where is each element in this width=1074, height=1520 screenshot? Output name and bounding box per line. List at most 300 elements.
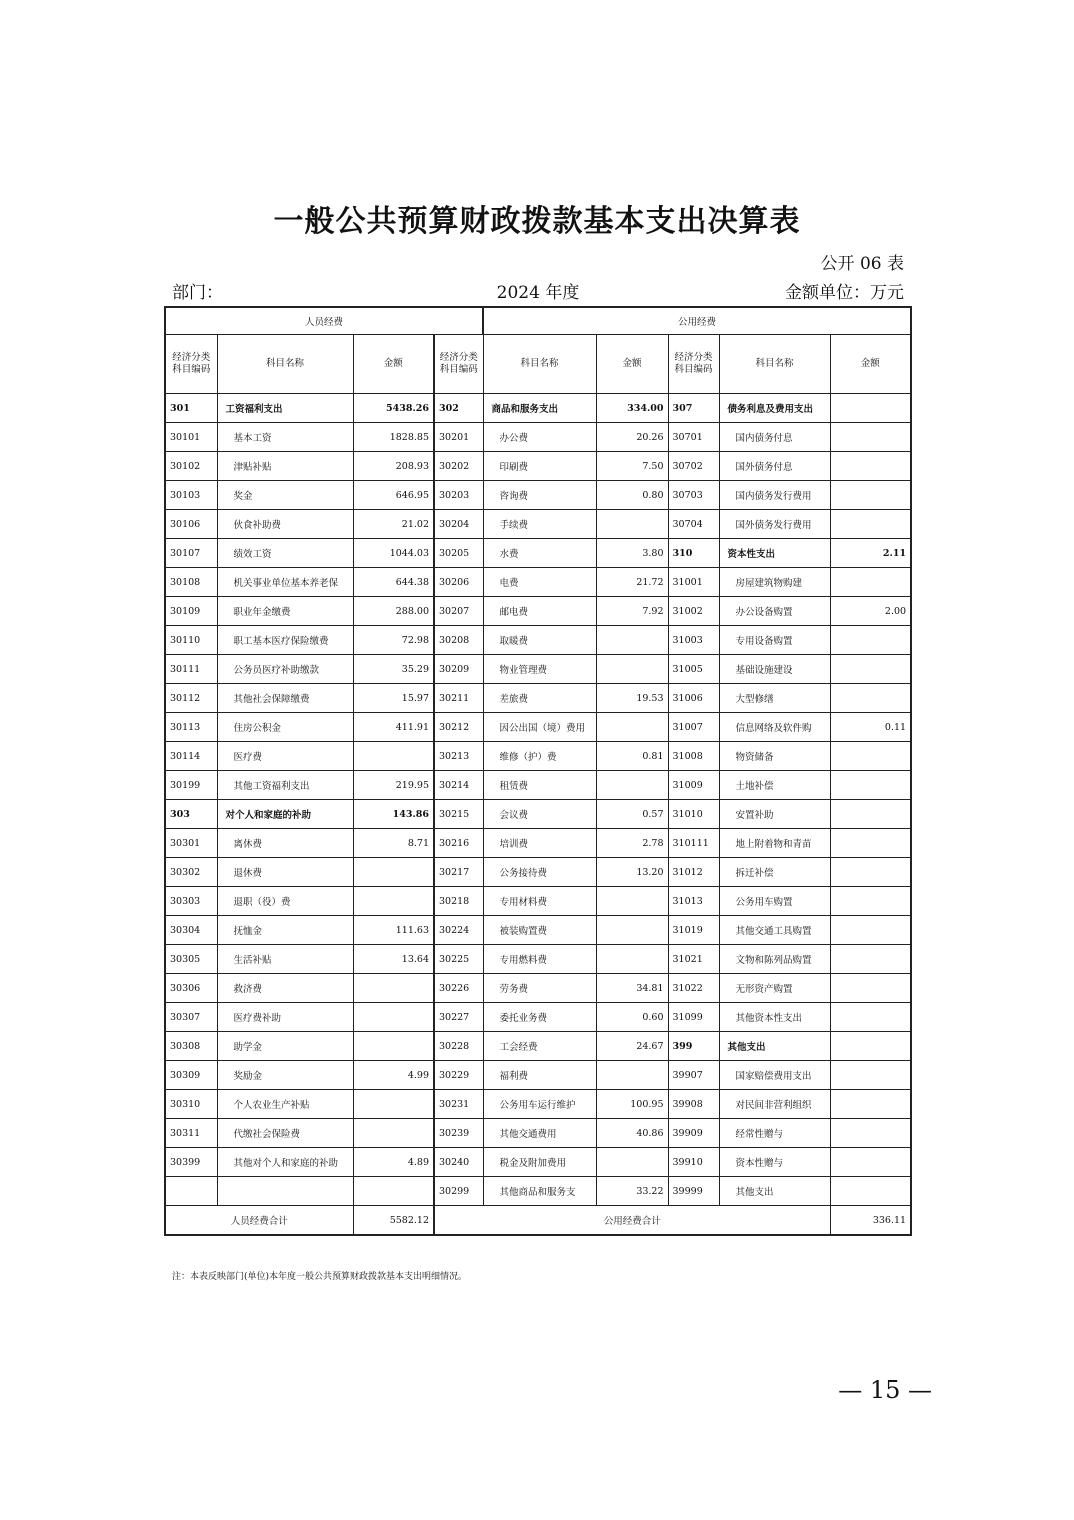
item-amount: 143.86 xyxy=(353,800,434,829)
item-code: 30310 xyxy=(165,1090,217,1119)
table-row xyxy=(165,423,911,452)
personnel-total-amount: 5582.12 xyxy=(353,1206,434,1236)
item-name: 公务用车购置 xyxy=(719,887,830,916)
item-amount: 4.89 xyxy=(353,1148,434,1177)
item-name: 国内债务付息 xyxy=(719,423,830,452)
col-amount-c: 金额 xyxy=(830,335,911,394)
item-amount xyxy=(353,858,434,887)
item-amount: 13.64 xyxy=(353,945,434,974)
item-code: 30206 xyxy=(434,568,483,597)
item-amount xyxy=(830,1177,911,1206)
item-code: 30216 xyxy=(434,829,483,858)
table-row xyxy=(165,684,911,713)
item-code: 30701 xyxy=(668,423,719,452)
item-name xyxy=(217,1177,353,1206)
item-code: 30199 xyxy=(165,771,217,800)
item-code: 31019 xyxy=(668,916,719,945)
item-name: 公务用车运行维护 xyxy=(483,1090,596,1119)
item-amount: 3.80 xyxy=(596,539,668,568)
item-name: 对个人和家庭的补助 xyxy=(217,800,353,829)
fiscal-year: 2024 年度 xyxy=(496,283,580,303)
item-code: 30202 xyxy=(434,452,483,481)
totals-row xyxy=(165,1206,911,1236)
item-name: 机关事业单位基本养老保 xyxy=(217,568,353,597)
item-code xyxy=(165,1177,217,1206)
item-code: 30201 xyxy=(434,423,483,452)
item-amount xyxy=(596,771,668,800)
item-amount: 111.63 xyxy=(353,916,434,945)
item-code: 31006 xyxy=(668,684,719,713)
item-name: 对民间非营利组织 xyxy=(719,1090,830,1119)
col-amount-a: 金额 xyxy=(353,335,434,394)
item-name: 税金及附加费用 xyxy=(483,1148,596,1177)
table-row xyxy=(165,1032,911,1061)
item-name: 安置补助 xyxy=(719,800,830,829)
item-amount xyxy=(830,655,911,684)
item-amount: 646.95 xyxy=(353,481,434,510)
item-code: 30209 xyxy=(434,655,483,684)
item-name: 取暖费 xyxy=(483,626,596,655)
item-name: 因公出国（境）费用 xyxy=(483,713,596,742)
item-code: 30301 xyxy=(165,829,217,858)
item-name: 委托业务费 xyxy=(483,1003,596,1032)
item-code: 31003 xyxy=(668,626,719,655)
item-code: 30101 xyxy=(165,423,217,452)
page-title: 一般公共预算财政拨款基本支出决算表 xyxy=(273,204,801,239)
item-name: 房屋建筑物购建 xyxy=(719,568,830,597)
item-code: 30302 xyxy=(165,858,217,887)
table-row xyxy=(165,1148,911,1177)
item-name: 津贴补贴 xyxy=(217,452,353,481)
item-name: 奖金 xyxy=(217,481,353,510)
table-row xyxy=(165,974,911,1003)
item-name: 债务利息及费用支出 xyxy=(719,394,830,423)
item-amount xyxy=(353,974,434,1003)
item-amount xyxy=(830,423,911,452)
item-amount: 72.98 xyxy=(353,626,434,655)
item-amount: 1828.85 xyxy=(353,423,434,452)
item-code: 30226 xyxy=(434,974,483,1003)
item-code: 301 xyxy=(165,394,217,423)
item-amount: 0.81 xyxy=(596,742,668,771)
group-public: 公用经费 xyxy=(483,307,911,335)
item-amount: 334.00 xyxy=(596,394,668,423)
item-code: 30239 xyxy=(434,1119,483,1148)
item-name: 国家赔偿费用支出 xyxy=(719,1061,830,1090)
item-name: 印刷费 xyxy=(483,452,596,481)
item-amount xyxy=(353,742,434,771)
item-name: 土地补偿 xyxy=(719,771,830,800)
item-amount: 21.72 xyxy=(596,568,668,597)
item-amount: 8.71 xyxy=(353,829,434,858)
item-amount xyxy=(830,394,911,423)
item-amount: 13.20 xyxy=(596,858,668,887)
item-name: 办公设备购置 xyxy=(719,597,830,626)
item-amount xyxy=(353,1032,434,1061)
col-name-b: 科目名称 xyxy=(483,335,596,394)
item-code: 30213 xyxy=(434,742,483,771)
item-code: 399 xyxy=(668,1032,719,1061)
item-name: 助学金 xyxy=(217,1032,353,1061)
amount-unit: 金额单位：万元 xyxy=(785,283,904,303)
item-amount: 288.00 xyxy=(353,597,434,626)
item-amount: 100.95 xyxy=(596,1090,668,1119)
item-code: 310 xyxy=(668,539,719,568)
item-amount xyxy=(353,1090,434,1119)
item-code: 30108 xyxy=(165,568,217,597)
item-amount: 208.93 xyxy=(353,452,434,481)
item-code: 30211 xyxy=(434,684,483,713)
item-code: 30702 xyxy=(668,452,719,481)
item-name: 其他支出 xyxy=(719,1177,830,1206)
item-name: 工资福利支出 xyxy=(217,394,353,423)
item-name: 文物和陈列品购置 xyxy=(719,945,830,974)
item-amount xyxy=(830,974,911,1003)
column-header-row xyxy=(165,335,911,394)
item-amount xyxy=(596,713,668,742)
item-amount: 0.11 xyxy=(830,713,911,742)
table-row xyxy=(165,916,911,945)
item-code: 30231 xyxy=(434,1090,483,1119)
col-code-a: 经济分类科目编码 xyxy=(165,335,217,394)
item-name: 工会经费 xyxy=(483,1032,596,1061)
item-code: 30103 xyxy=(165,481,217,510)
table-row xyxy=(165,539,911,568)
table-row xyxy=(165,945,911,974)
item-amount: 34.81 xyxy=(596,974,668,1003)
table-note: 注：本表反映部门(单位)本年度一般公共预算财政拨款基本支出明细情况。 xyxy=(172,1272,468,1282)
item-name: 咨询费 xyxy=(483,481,596,510)
item-name: 物资储备 xyxy=(719,742,830,771)
item-amount: 2.00 xyxy=(830,597,911,626)
item-code: 30703 xyxy=(668,481,719,510)
item-code: 31009 xyxy=(668,771,719,800)
item-amount xyxy=(353,1003,434,1032)
table-row xyxy=(165,1090,911,1119)
item-amount xyxy=(830,742,911,771)
item-code: 30311 xyxy=(165,1119,217,1148)
col-name-a: 科目名称 xyxy=(217,335,353,394)
item-code: 31021 xyxy=(668,945,719,974)
item-code: 30205 xyxy=(434,539,483,568)
item-code: 30111 xyxy=(165,655,217,684)
item-code: 303 xyxy=(165,800,217,829)
page-number: — 15 — xyxy=(838,1376,932,1404)
item-name: 资本性支出 xyxy=(719,539,830,568)
item-code: 30240 xyxy=(434,1148,483,1177)
table-row xyxy=(165,771,911,800)
item-amount xyxy=(596,916,668,945)
item-amount: 20.26 xyxy=(596,423,668,452)
item-code: 31010 xyxy=(668,800,719,829)
group-personnel: 人员经费 xyxy=(165,307,483,335)
item-code: 31022 xyxy=(668,974,719,1003)
item-code: 302 xyxy=(434,394,483,423)
item-amount xyxy=(830,1148,911,1177)
item-name: 其他交通工具购置 xyxy=(719,916,830,945)
col-name-c: 科目名称 xyxy=(719,335,830,394)
item-name: 无形资产购置 xyxy=(719,974,830,1003)
item-code: 31008 xyxy=(668,742,719,771)
table-row xyxy=(165,481,911,510)
item-name: 退休费 xyxy=(217,858,353,887)
item-code: 30207 xyxy=(434,597,483,626)
item-name: 电费 xyxy=(483,568,596,597)
item-amount: 35.29 xyxy=(353,655,434,684)
table-row xyxy=(165,1177,911,1206)
item-code: 30399 xyxy=(165,1148,217,1177)
item-amount xyxy=(830,626,911,655)
item-code: 30309 xyxy=(165,1061,217,1090)
item-name: 国内债务发行费用 xyxy=(719,481,830,510)
item-amount xyxy=(830,1119,911,1148)
item-amount xyxy=(830,1032,911,1061)
item-name: 资本性赠与 xyxy=(719,1148,830,1177)
item-name: 培训费 xyxy=(483,829,596,858)
item-code: 30305 xyxy=(165,945,217,974)
item-code: 30102 xyxy=(165,452,217,481)
item-amount xyxy=(830,1090,911,1119)
item-amount: 21.02 xyxy=(353,510,434,539)
department-label: 部门： xyxy=(172,283,223,303)
item-code: 30704 xyxy=(668,510,719,539)
item-name: 办公费 xyxy=(483,423,596,452)
item-amount xyxy=(353,887,434,916)
item-name: 大型修缮 xyxy=(719,684,830,713)
item-name: 救济费 xyxy=(217,974,353,1003)
item-code: 30204 xyxy=(434,510,483,539)
item-amount: 7.92 xyxy=(596,597,668,626)
item-name: 其他商品和服务支 xyxy=(483,1177,596,1206)
item-amount: 0.57 xyxy=(596,800,668,829)
item-amount xyxy=(830,945,911,974)
item-name: 其他交通费用 xyxy=(483,1119,596,1148)
item-name: 奖励金 xyxy=(217,1061,353,1090)
item-name: 经常性赠与 xyxy=(719,1119,830,1148)
item-name: 差旅费 xyxy=(483,684,596,713)
item-amount xyxy=(353,1177,434,1206)
item-name: 个人农业生产补贴 xyxy=(217,1090,353,1119)
item-code: 30110 xyxy=(165,626,217,655)
item-code: 31001 xyxy=(668,568,719,597)
item-name: 代缴社会保险费 xyxy=(217,1119,353,1148)
table-row xyxy=(165,568,911,597)
item-amount: 24.67 xyxy=(596,1032,668,1061)
item-amount: 5438.26 xyxy=(353,394,434,423)
item-name: 福利费 xyxy=(483,1061,596,1090)
item-name: 物业管理费 xyxy=(483,655,596,684)
item-code: 30307 xyxy=(165,1003,217,1032)
table-row xyxy=(165,452,911,481)
item-code: 30114 xyxy=(165,742,217,771)
item-amount xyxy=(830,829,911,858)
table-row xyxy=(165,1061,911,1090)
table-row xyxy=(165,597,911,626)
item-name: 医疗费 xyxy=(217,742,353,771)
col-code-b: 经济分类科目编码 xyxy=(434,335,483,394)
item-name: 手续费 xyxy=(483,510,596,539)
item-code: 39999 xyxy=(668,1177,719,1206)
form-number: 公开 06 表 xyxy=(820,254,904,274)
item-amount: 33.22 xyxy=(596,1177,668,1206)
personnel-total-label: 人员经费合计 xyxy=(165,1206,353,1236)
item-amount xyxy=(830,1003,911,1032)
item-amount: 7.50 xyxy=(596,452,668,481)
item-amount xyxy=(596,1061,668,1090)
item-amount: 2.11 xyxy=(830,539,911,568)
item-name: 被装购置费 xyxy=(483,916,596,945)
item-code: 30107 xyxy=(165,539,217,568)
item-name: 其他对个人和家庭的补助 xyxy=(217,1148,353,1177)
table-row xyxy=(165,713,911,742)
item-code: 30212 xyxy=(434,713,483,742)
item-name: 伙食补助费 xyxy=(217,510,353,539)
item-name: 其他资本性支出 xyxy=(719,1003,830,1032)
item-amount: 2.78 xyxy=(596,829,668,858)
item-code: 30228 xyxy=(434,1032,483,1061)
item-name: 抚恤金 xyxy=(217,916,353,945)
item-code: 30229 xyxy=(434,1061,483,1090)
item-code: 30112 xyxy=(165,684,217,713)
item-name: 基本工资 xyxy=(217,423,353,452)
item-amount xyxy=(596,655,668,684)
table-row xyxy=(165,1003,911,1032)
item-amount xyxy=(830,771,911,800)
item-code: 31002 xyxy=(668,597,719,626)
item-code: 30306 xyxy=(165,974,217,1003)
item-name: 信息网络及软件购 xyxy=(719,713,830,742)
item-code: 30113 xyxy=(165,713,217,742)
table-row xyxy=(165,655,911,684)
item-name: 专用设备购置 xyxy=(719,626,830,655)
item-name: 绩效工资 xyxy=(217,539,353,568)
item-code: 30217 xyxy=(434,858,483,887)
item-amount xyxy=(596,1148,668,1177)
item-amount xyxy=(830,916,911,945)
table-row xyxy=(165,742,911,771)
item-amount xyxy=(596,945,668,974)
item-name: 租赁费 xyxy=(483,771,596,800)
item-code: 31012 xyxy=(668,858,719,887)
item-name: 公务员医疗补助缴款 xyxy=(217,655,353,684)
item-name: 专用材料费 xyxy=(483,887,596,916)
item-code: 31099 xyxy=(668,1003,719,1032)
item-amount xyxy=(830,684,911,713)
table-row xyxy=(165,829,911,858)
item-name: 其他社会保障缴费 xyxy=(217,684,353,713)
item-code: 30304 xyxy=(165,916,217,945)
item-amount xyxy=(830,887,911,916)
table-row xyxy=(165,800,911,829)
item-code: 30303 xyxy=(165,887,217,916)
item-amount: 644.38 xyxy=(353,568,434,597)
item-code: 39910 xyxy=(668,1148,719,1177)
item-name: 退职（役）费 xyxy=(217,887,353,916)
table-row xyxy=(165,394,911,423)
item-name: 生活补贴 xyxy=(217,945,353,974)
item-code: 30227 xyxy=(434,1003,483,1032)
table-row xyxy=(165,887,911,916)
item-code: 31013 xyxy=(668,887,719,916)
item-code: 30224 xyxy=(434,916,483,945)
table-row xyxy=(165,626,911,655)
item-code: 310111 xyxy=(668,829,719,858)
expenditure-table xyxy=(164,306,912,1236)
item-code: 39907 xyxy=(668,1061,719,1090)
item-amount xyxy=(830,568,911,597)
item-amount xyxy=(830,452,911,481)
item-amount xyxy=(830,858,911,887)
item-amount: 411.91 xyxy=(353,713,434,742)
table-meta xyxy=(172,278,904,302)
item-amount: 219.95 xyxy=(353,771,434,800)
item-name: 商品和服务支出 xyxy=(483,394,596,423)
item-name: 其他工资福利支出 xyxy=(217,771,353,800)
table-row xyxy=(165,510,911,539)
item-amount: 0.80 xyxy=(596,481,668,510)
item-amount xyxy=(353,1119,434,1148)
item-name: 邮电费 xyxy=(483,597,596,626)
item-name: 劳务费 xyxy=(483,974,596,1003)
item-code: 39908 xyxy=(668,1090,719,1119)
item-amount xyxy=(830,1061,911,1090)
item-name: 会议费 xyxy=(483,800,596,829)
item-name: 职工基本医疗保险缴费 xyxy=(217,626,353,655)
col-code-c: 经济分类科目编码 xyxy=(668,335,719,394)
public-total-amount: 336.11 xyxy=(830,1206,911,1236)
item-name: 医疗费补助 xyxy=(217,1003,353,1032)
item-code: 39909 xyxy=(668,1119,719,1148)
item-code: 30225 xyxy=(434,945,483,974)
item-name: 公务接待费 xyxy=(483,858,596,887)
item-code: 30214 xyxy=(434,771,483,800)
item-code: 30299 xyxy=(434,1177,483,1206)
item-amount: 40.86 xyxy=(596,1119,668,1148)
public-total-label: 公用经费合计 xyxy=(434,1206,830,1236)
item-amount xyxy=(596,887,668,916)
item-name: 专用燃料费 xyxy=(483,945,596,974)
item-code: 30215 xyxy=(434,800,483,829)
item-name: 维修（护）费 xyxy=(483,742,596,771)
item-name: 国外债务发行费用 xyxy=(719,510,830,539)
item-name: 离休费 xyxy=(217,829,353,858)
item-amount: 0.60 xyxy=(596,1003,668,1032)
item-name: 其他支出 xyxy=(719,1032,830,1061)
item-code: 31005 xyxy=(668,655,719,684)
item-name: 水费 xyxy=(483,539,596,568)
item-name: 国外债务付息 xyxy=(719,452,830,481)
item-amount: 4.99 xyxy=(353,1061,434,1090)
item-amount xyxy=(596,510,668,539)
item-amount xyxy=(596,626,668,655)
item-amount: 19.53 xyxy=(596,684,668,713)
item-name: 职业年金缴费 xyxy=(217,597,353,626)
table-row xyxy=(165,858,911,887)
item-code: 30308 xyxy=(165,1032,217,1061)
group-header-row xyxy=(165,307,911,335)
item-amount xyxy=(830,510,911,539)
item-code: 30203 xyxy=(434,481,483,510)
item-code: 30218 xyxy=(434,887,483,916)
item-name: 基础设施建设 xyxy=(719,655,830,684)
item-amount: 15.97 xyxy=(353,684,434,713)
item-amount xyxy=(830,800,911,829)
item-name: 住房公积金 xyxy=(217,713,353,742)
item-code: 307 xyxy=(668,394,719,423)
item-name: 地上附着物和青苗 xyxy=(719,829,830,858)
col-amount-b: 金额 xyxy=(596,335,668,394)
item-name: 拆迁补偿 xyxy=(719,858,830,887)
